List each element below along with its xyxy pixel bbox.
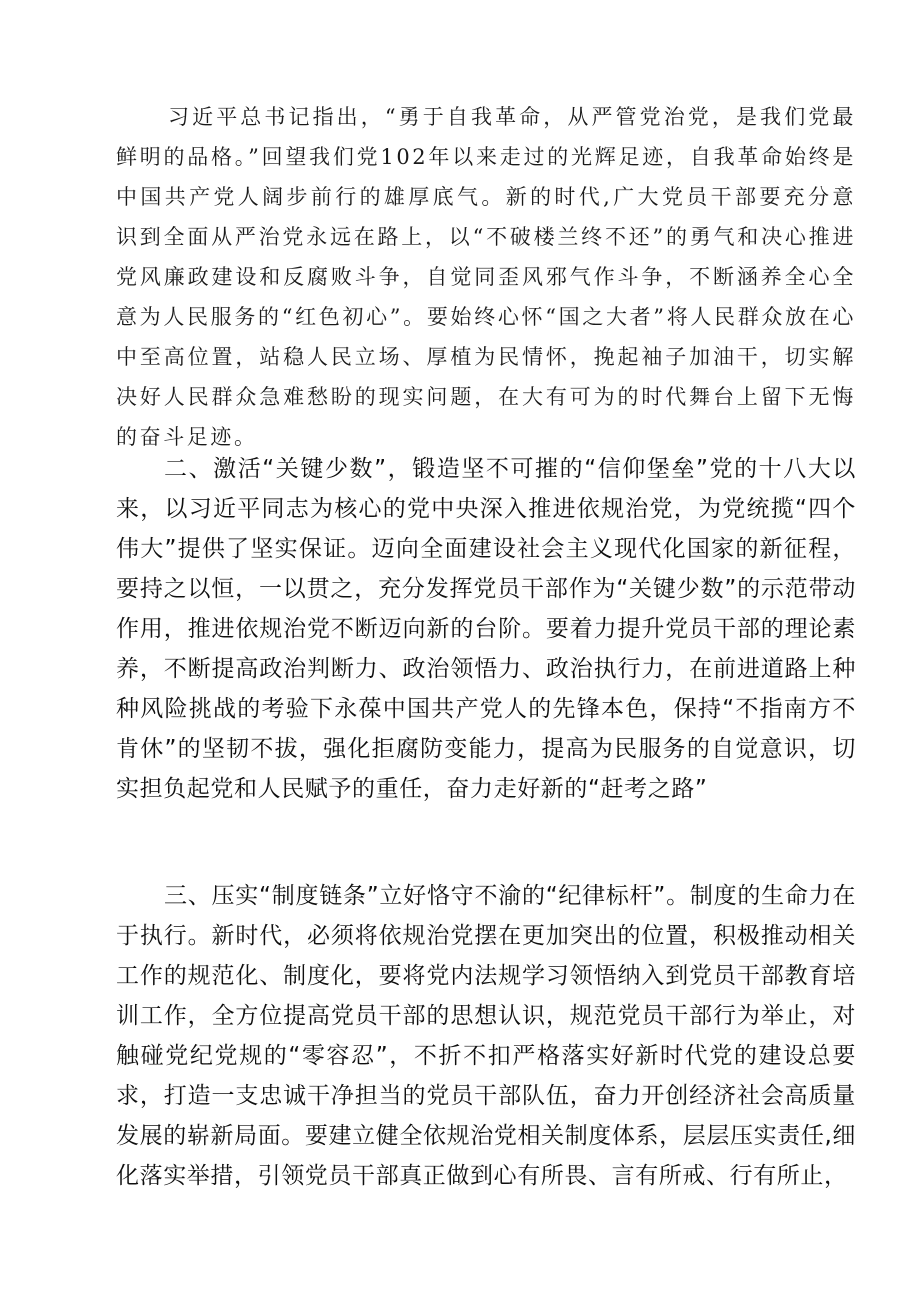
paragraph-section-two: 二、激活“关键少数”，锻造坚不可摧的“信仰堡垒”党的十八大以来，以习近平同志为核心的党中央深入推进依规治党，为党统揽“四个伟大”提供了坚实保证。迈向全面建设社会主义现代化国家的新征程，要持之以恒，一以贯之，充分发挥党员干部作为“关键少数”的示范带动作用，推进依规治党不断迈向新的台阶。要着力提升党员干部的理论素养，不断提高政治判断力、政治领悟力、政治执行力，在前进道路上种种风险挑战的考验下永葆中国共产党人的先锋本色，保持“不指南方不肯休”的坚韧不拔，强化拒腐防变能力，提高为民服务的自觉意识，切实担负起党和人民赋予的重任，奋力走好新的“赶考之路”: [116, 456, 856, 802]
paragraph-self-revolution: 习近平总书记指出，“勇于自我革命，从严管党治党，是我们党最鲜明的品格。”回望我们党102年以来走过的光辉足迹，自我革命始终是中国共产党人阔步前行的雄厚底气。新的时代,广大党员干部要充分意识到全面从严治党永远在路上，以“不破楼兰终不还”的勇气和决心推进党风廉政建设和反腐败斗争，自觉同歪风邪气作斗争，不断涵养全心全意为人民服务的“红色初心”。要始终心怀“国之大者”将人民群众放在心中至高位置，站稳人民立场、厚植为民情怀，挽起袖子加油干，切实解决好人民群众急难愁盼的现实问题，在大有可为的时代舞台上留下无悔的奋斗足迹。: [116, 105, 856, 449]
paragraph-section-three: 三、压实“制度链条”立好恪守不渝的“纪律标杆”。制度的生命力在于执行。新时代，必须将依规治党摆在更加突出的位置，积极推动相关工作的规范化、制度化，要将党内法规学习领悟纳入到党员干部教育培训工作，全方位提高党员干部的思想认识，规范党员干部行为举止，对触碰党纪党规的“零容忍”，不折不扣严格落实好新时代党的建设总要求，打造一支忠诚干净担当的党员干部队伍，奋力开创经济社会高质量发展的崭新局面。要建立健全依规治党相关制度体系，层层压实责任,细化落实举措，引领党员干部真正做到心有所畏、言有所戒、行有所止，: [116, 883, 856, 1189]
